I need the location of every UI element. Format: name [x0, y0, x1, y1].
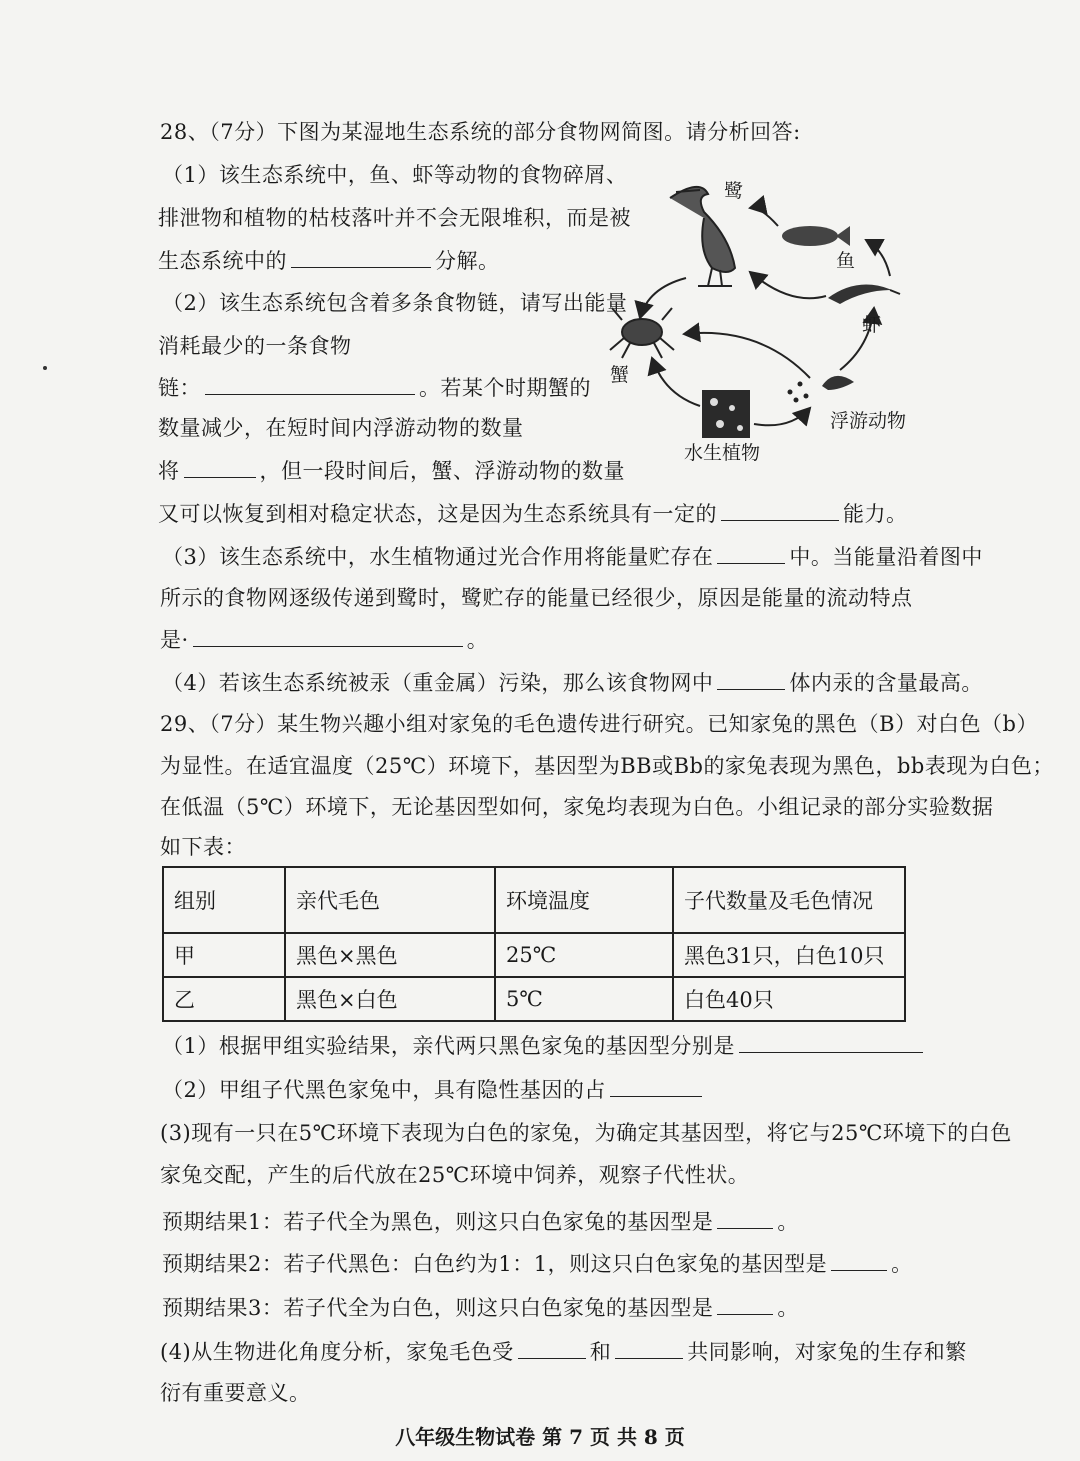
q28-p2-line4: 数量减少，在短时间内浮游动物的数量	[158, 416, 524, 440]
q28-p4: （4）若该生态系统被汞（重金属）污染，那么该食物网中 体内汞的含量最高。	[162, 667, 983, 698]
q29-line3: 在低温（5℃）环境下，无论基因型如何，家兔均表现为白色。小组记录的部分实验数据	[160, 795, 994, 819]
answer-blank[interactable]	[831, 1248, 887, 1271]
q29-line1: 29、（7分）某生物兴趣小组对家兔的毛色遗传进行研究。已知家兔的黑色（B）对白色（b）	[160, 712, 1038, 736]
answer-blank[interactable]	[615, 1336, 683, 1359]
q28-p1-line2: 排泄物和植物的枯枝落叶并不会无限堆积，而是被	[158, 206, 631, 230]
q28-p1-line3: 生态系统中的 分解。	[158, 245, 500, 276]
answer-blank[interactable]	[291, 245, 431, 268]
table-cell: 5℃	[495, 977, 673, 1021]
q29-sub4-line1: (4)从生物进化角度分析，家兔毛色受 和 共同影响，对家兔的生存和繁	[160, 1336, 967, 1367]
q29-sub4-line2: 衍有重要意义。	[160, 1381, 311, 1405]
plants-label: 水生植物	[684, 442, 761, 464]
fish-label: 鱼	[836, 250, 856, 272]
page-footer: 八年级生物试卷 第 7 页 共 8 页	[395, 1425, 685, 1449]
q29-result3: 预期结果3：若子代全为白色，则这只白色家兔的基因型是 。	[162, 1292, 799, 1323]
table-row	[163, 977, 905, 1021]
crab-icon	[610, 308, 674, 358]
table-cell: 黑色×白色	[285, 977, 495, 1021]
q29-sub3-line2: 家兔交配，产生的后代放在25℃环境中饲养，观察子代性状。	[160, 1163, 750, 1187]
food-web-diagram	[600, 168, 930, 468]
answer-blank[interactable]	[518, 1336, 586, 1359]
answer-blank[interactable]	[717, 1206, 773, 1229]
answer-blank[interactable]	[721, 498, 839, 521]
table-header-cell: 环境温度	[495, 867, 673, 933]
q29-sub2: （2）甲组子代黑色家兔中，具有隐性基因的占	[162, 1074, 706, 1105]
q29-result1: 预期结果1：若子代全为黑色，则这只白色家兔的基因型是 。	[162, 1206, 799, 1237]
table-cell: 甲	[163, 933, 285, 977]
table-header-cell: 亲代毛色	[285, 867, 495, 933]
q28-p3-line3: 是· 。	[160, 624, 488, 655]
answer-blank[interactable]	[717, 1292, 773, 1315]
q28-p3-line2: 所示的食物网逐级传递到鹭时，鹭贮存的能量已经很少，原因是能量的流动特点	[160, 586, 913, 610]
answer-blank[interactable]	[205, 372, 415, 395]
q28-p1-line1: （1）该生态系统中，鱼、虾等动物的食物碎屑、	[162, 163, 628, 187]
crab-label: 蟹	[610, 364, 630, 386]
fish-icon	[782, 226, 850, 246]
table-row	[163, 933, 905, 977]
answer-blank[interactable]	[610, 1074, 702, 1097]
table-cell: 黑色31只，白色10只	[673, 933, 905, 977]
q28-p2-line1: （2）该生态系统包含着多条食物链，请写出能量	[162, 291, 628, 315]
q28-p2-line5: 将 ，但一段时间后，蟹、浮游动物的数量	[158, 455, 625, 486]
q28-p3-line1: （3）该生态系统中，水生植物通过光合作用将能量贮存在 中。当能量沿着图中	[162, 541, 983, 572]
table-header-cell: 子代数量及毛色情况	[673, 867, 905, 933]
table-cell: 黑色×黑色	[285, 933, 495, 977]
q29-line2: 为显性。在适宜温度（25℃）环境下，基因型为BB或Bb的家兔表现为黑色，bb表现为白色；	[160, 754, 1054, 778]
shrimp-icon	[828, 285, 900, 304]
answer-blank[interactable]	[193, 624, 463, 647]
table-header-row	[163, 867, 905, 933]
plants-icon	[702, 390, 750, 438]
table-cell: 25℃	[495, 933, 673, 977]
shrimp-label: 虾	[862, 314, 882, 336]
table-cell: 白色40只	[673, 977, 905, 1021]
speck	[43, 366, 47, 370]
q29-sub1: （1）根据甲组实验结果，亲代两只黑色家兔的基因型分别是	[162, 1030, 927, 1061]
q28-p2-line2: 消耗最少的一条食物	[158, 334, 352, 358]
q28-p2-line6: 又可以恢复到相对稳定状态，这是因为生态系统具有一定的 能力。	[158, 498, 908, 529]
answer-blank[interactable]	[717, 541, 785, 564]
answer-blank[interactable]	[739, 1030, 923, 1053]
energy-arrows	[640, 208, 890, 425]
q29-result2: 预期结果2：若子代黑色：白色约为1：1，则这只白色家兔的基因型是 。	[162, 1248, 913, 1279]
experiment-table	[162, 866, 906, 1022]
q29-line4: 如下表：	[160, 835, 246, 859]
table-header-cell: 组别	[163, 867, 285, 933]
plankton-label: 浮游动物	[830, 410, 907, 432]
answer-blank[interactable]	[717, 667, 785, 690]
q28-p2-line3: 链： 。若某个时期蟹的	[158, 372, 591, 403]
heron-label: 鹭	[724, 180, 744, 202]
q29-sub3-line1: (3)现有一只在5℃环境下表现为白色的家兔，为确定其基因型，将它与25℃环境下的白色	[160, 1121, 1012, 1145]
plankton-icon	[788, 376, 855, 403]
table-cell: 乙	[163, 977, 285, 1021]
q28-title: 28、（7分）下图为某湿地生态系统的部分食物网简图。请分析回答:	[160, 120, 801, 144]
answer-blank[interactable]	[184, 455, 256, 478]
